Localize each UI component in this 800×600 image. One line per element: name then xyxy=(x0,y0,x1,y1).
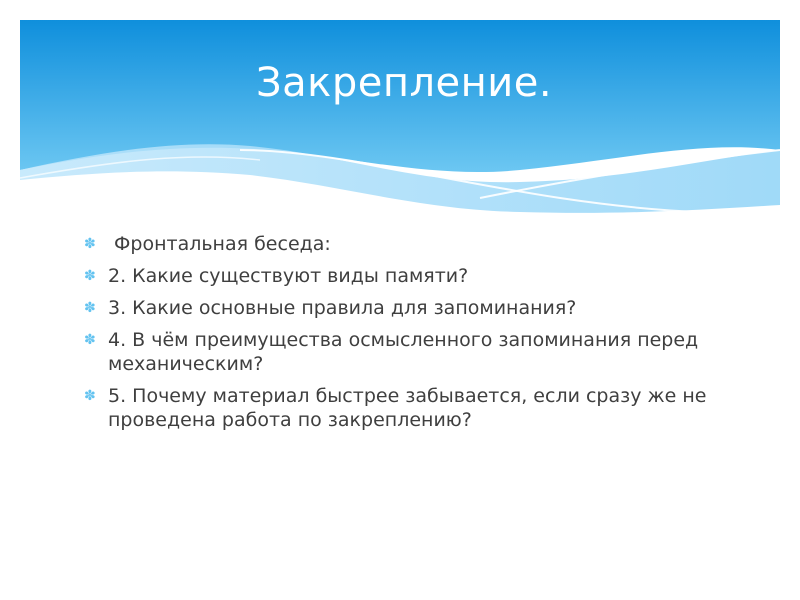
bullet-text: 2. Какие существуют виды памяти? xyxy=(108,265,469,287)
bullet-list xyxy=(84,232,744,432)
bullet-item xyxy=(84,328,744,376)
bullet-icon: ✽ xyxy=(84,388,96,404)
bullet-text: Фронтальная беседа: xyxy=(108,233,331,255)
bullet-item xyxy=(84,384,744,432)
bullet-icon: ✽ xyxy=(84,268,96,284)
bullet-text: 4. В чём преимущества осмысленного запоминания перед механическим? xyxy=(108,329,699,375)
bullet-text: 3. Какие основные правила для запоминания? xyxy=(108,297,577,319)
bullet-item xyxy=(84,296,744,320)
bullet-text: 5. Почему материал быстрее забывается, если сразу же не проведена работа по закреплению? xyxy=(108,385,707,431)
bullet-icon: ✽ xyxy=(84,236,96,252)
slide-content xyxy=(84,232,744,440)
bullet-item xyxy=(84,264,744,288)
bullet-icon: ✽ xyxy=(84,332,96,348)
bullet-icon: ✽ xyxy=(84,300,96,316)
header-wave-background xyxy=(0,0,800,230)
slide-title: Закрепление. xyxy=(256,60,553,106)
bullet-item xyxy=(84,232,744,256)
